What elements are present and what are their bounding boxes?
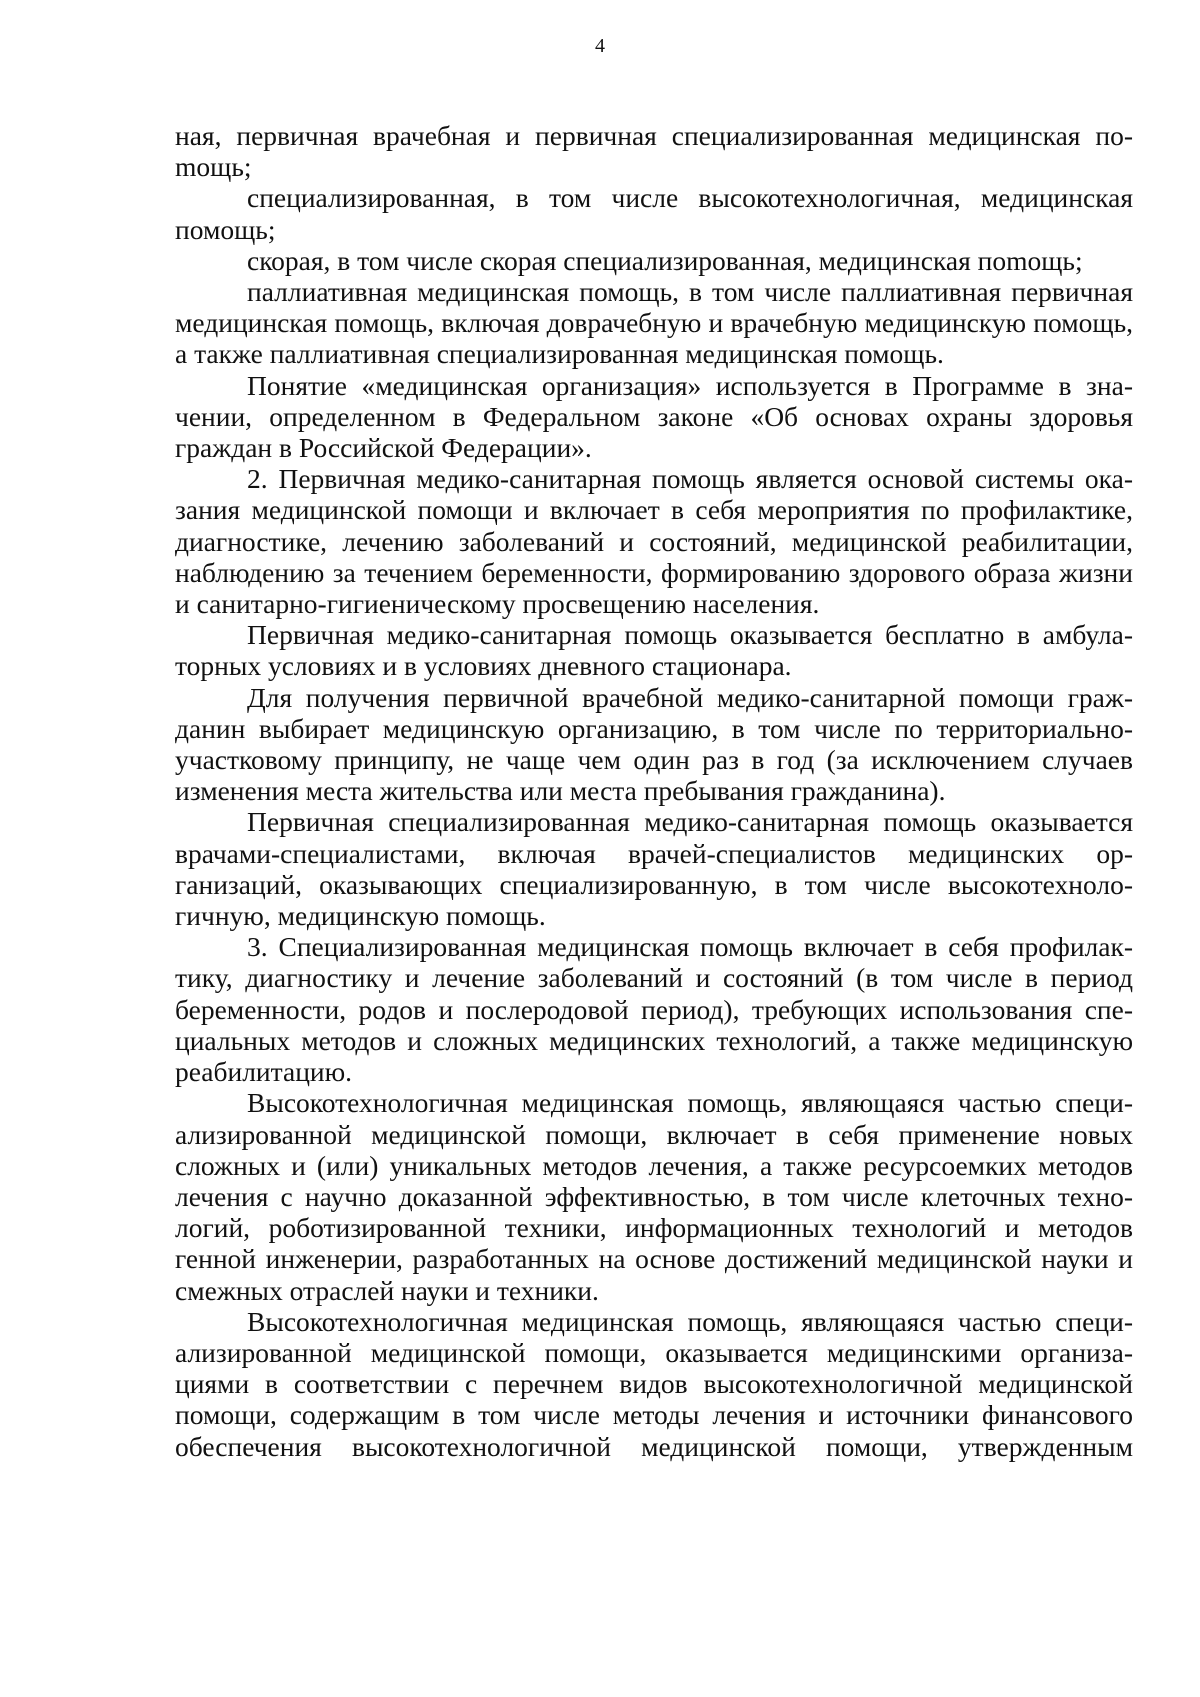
page-number: 4 bbox=[595, 35, 605, 57]
paragraph-free-primary-care: Первичная медико-санитарная помощь оказывается бесплатно в амбулаторных условиях и в условиях дневного стационара. bbox=[175, 619, 1133, 682]
paragraph-section-3: 3. Специализированная медицинская помощь включает в себя профилактику, диагностику и лечение заболеваний и состояний (в том числе в период беременности, родов и послеродовой период), требующих использования специальных методов и сложных медицинских технологий, а также медицинскую реабилитацию. bbox=[175, 931, 1133, 1088]
paragraph-choice-of-organization: Для получения первичной врачебной медико-санитарной помощи гражданин выбирает медицинскую организацию, в том числе по территориально-участковому принципу, не чаще чем один раз в год (за исключением случаев изменения места жительства или места пребывания гражданина). bbox=[175, 681, 1133, 807]
paragraph-palliative-care: паллиативная медицинская помощь, в том числе паллиативная первичная медицинская помощь, включая доврачебную и врачебную медицинскую помощь, а также паллиативная специализированная медицинская помощь. bbox=[175, 276, 1133, 370]
paragraph-section-2: 2. Первичная медико-санитарная помощь является основой системы оказания медицинской помощи и включает в себя мероприятия по профилактике, диагностике, лечению заболеваний и состояний, медицинской реабилитации, наблюдению за течением беременности, формированию здорового образа жизни и санитарно-гигиеническому просвещению населения. bbox=[175, 463, 1133, 620]
paragraph-specialized-care: специализированная, в том числе высокотехнологичная, медицинская помощь; bbox=[175, 182, 1133, 245]
document-body bbox=[175, 120, 1133, 1462]
paragraph-high-tech-care-definition: Высокотехнологичная медицинская помощь, являющаяся частью специализированной медицинской помощи, включает в себя применение новых сложных и (или) уникальных методов лечения, а также ресурсоемких методов лечения с научно доказанной эффективностью, в том числе клеточных технологий, роботизированной техники, информационных технологий и методов генной инженерии, разработанных на основе достижений медицинской науки и смежных отраслей науки и техники. bbox=[175, 1087, 1133, 1306]
paragraph-continuation: ная, первичная врачебная и первичная специализированная медицинская поmощь; bbox=[175, 120, 1133, 183]
paragraph-medical-organization-definition: Понятие «медицинская организация» используется в Программе в значении, определенном в Федеральном законе «Об основах охраны здоровья граждан в Российской Федерации». bbox=[175, 369, 1133, 464]
paragraph-high-tech-care-provision: Высокотехнологичная медицинская помощь, являющаяся частью специализированной медицинской помощи, оказывается медицинскими организациями в соответствии с перечнем видов высокотехнологичной медицинской помощи, содержащим в том числе методы лечения и источники финансового обеспечения высокотехнологичной медицинской помощи, утвержденным bbox=[175, 1305, 1133, 1462]
paragraph-primary-specialized-care: Первичная специализированная медико-санитарная помощь оказывается врачами-специалистами, включая врачей-специалистов медицинских организаций, оказывающих специализированную, в том числе высокотехнологичную, медицинскую помощь. bbox=[175, 806, 1133, 932]
paragraph-emergency-care: скорая, в том числе скорая специализированная, медицинская поmощь; bbox=[247, 244, 1083, 276]
